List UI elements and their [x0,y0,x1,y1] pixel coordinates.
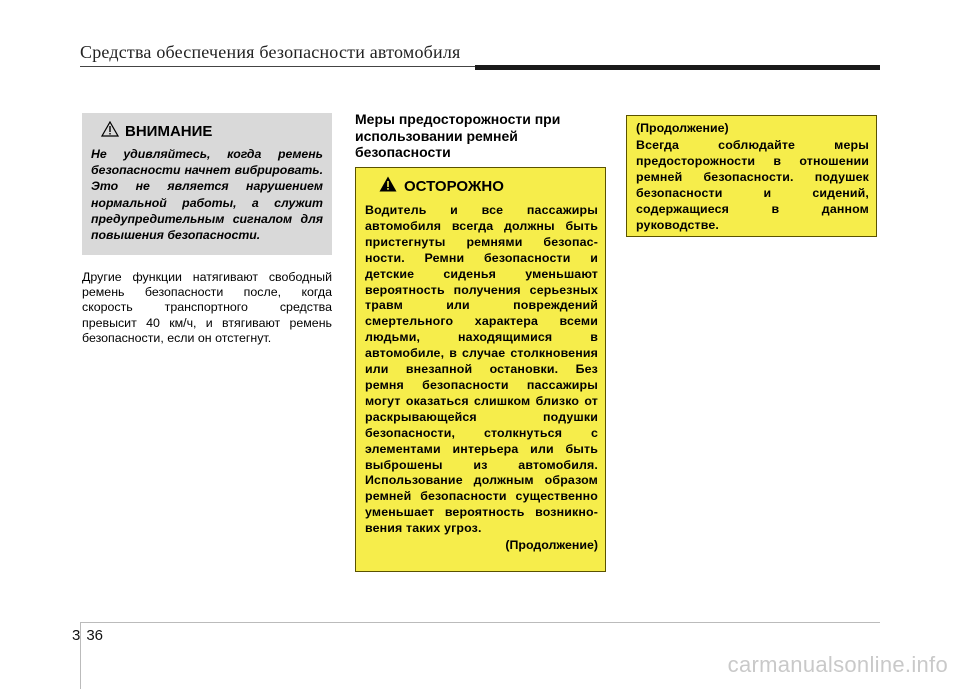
warning-title: ОСТОРОЖНО [404,178,504,195]
caution-box [82,113,332,255]
header-accent-bar [475,65,880,70]
footer-divider [80,622,880,623]
warning-text: Водитель и все пассажиры автомобиля всегда должны быть пристегнуты ремнями безопас-ности. Ремни безопасности и детские сиденья уменьшают вероятность получения серьезных травм или повреждений смертельного характера всеми людьми, находящимися в автомобиле, в случае столкновения или внезапной остановки. Без ремня безопасности пассажиры могут оказаться слишком близко от раскрывающейся подушки безопасности, столкнуться с элементами интерьера или быть выброшены из автомобиля. Использование должным образом ремней безопасности существенно уменьшает вероятность возникно-вения таких угроз. [365,203,598,536]
caution-title: ВНИМАНИЕ [125,123,213,140]
watermark: carmanualsonline.info [727,652,948,677]
caution-header [101,121,323,142]
body-paragraph: Другие функции натягивают свободный ремень безопасности после, когда скорость транспортного средства превысит 40 км/ч, и втягивают ремень безопасности, если он отстегнут. [82,270,332,345]
page-number [72,627,103,644]
warning-continued-label: (Продолжение) [505,538,598,553]
warning-box [355,167,606,572]
warning-triangle-filled-icon [379,176,397,197]
continuation-box [626,115,877,237]
continuation-text: Всегда соблюдайте меры предосторожности в отношении ремней безопасности. подушек безопасности и сидений, содержащиеся в данном руководстве. [636,138,869,232]
chapter-number: 3 [72,627,81,644]
caution-text: Не удивляйтесь, когда ремень безопасности начнет вибрировать. Это не является нарушением нормальной работы, а служит предупредительным сигналом для повышения безопасности. [91,147,323,243]
warning-header [379,176,598,197]
continuation-header: (Продолжение) [636,121,729,135]
warning-triangle-outline-icon [101,121,119,142]
section-heading: Меры предосторожности при использовании ремней безопасности [355,111,561,160]
page-num: 36 [86,627,104,644]
page-header-title: Средства обеспечения безопасности автомобиля [80,42,461,62]
